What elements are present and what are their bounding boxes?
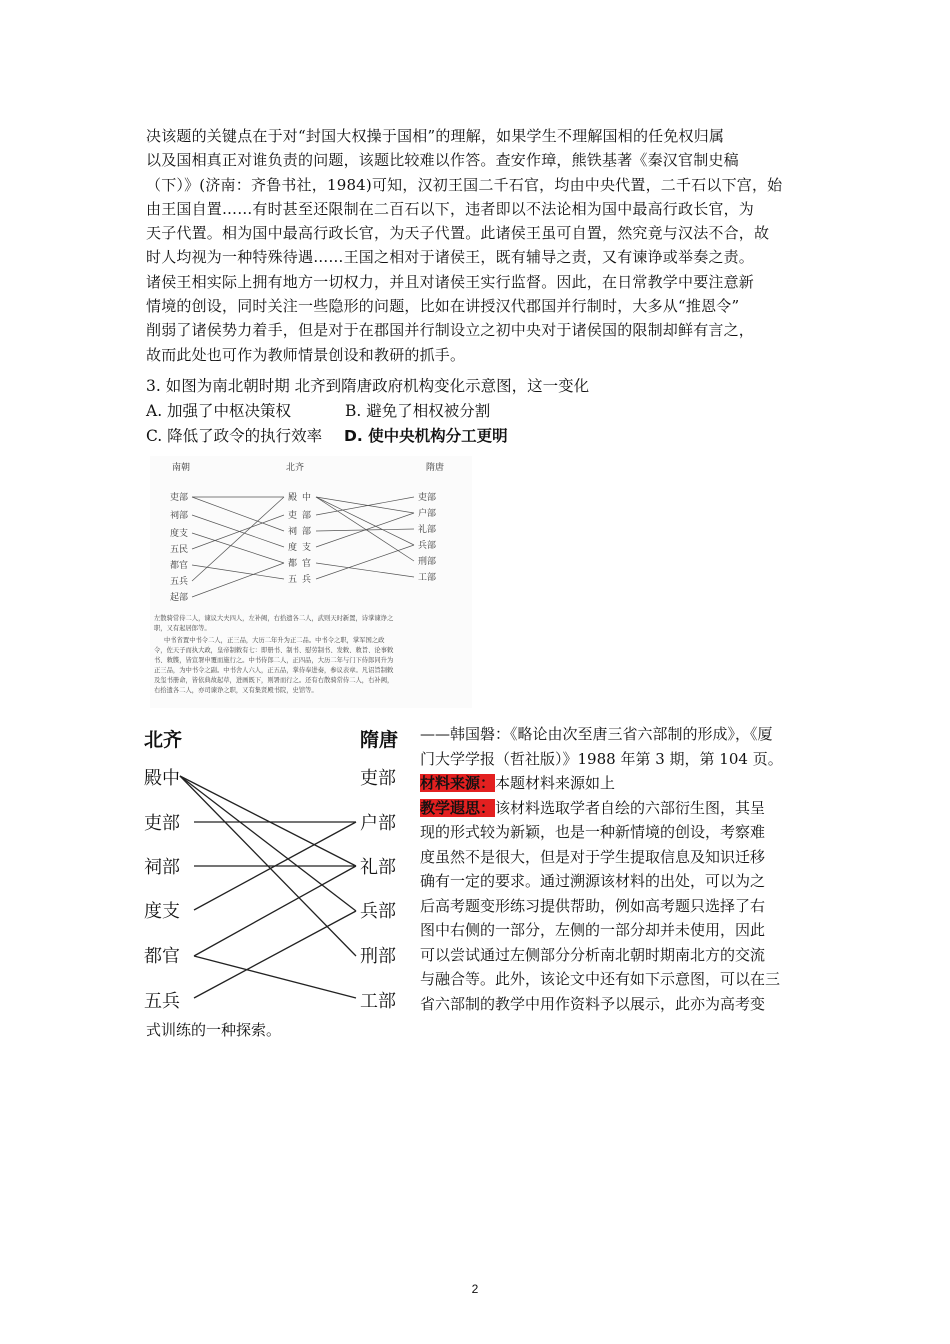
page-number: 2 [471,1282,479,1296]
source-text: 本题材料来源如上 [495,774,616,792]
idea-line: 确有一定的要求。通过溯源该材料的出处，可以为之 [420,872,766,890]
diagram-right-item: 工部 [360,991,396,1012]
scan-caption-line: 令，佐天子而执大政，皇帝制敕有七：即册书、制书、慰劳制书、发敕、敕旨、论事敕 [154,647,394,654]
idea-line: 度虽然不是很大，但是对于学生提取信息及知识迁移 [420,847,766,866]
scan-caption-line: 中书省置中书令二人，正三品，大历二年升为正二品。中书令之职，掌军国之政 [164,637,385,644]
scan-title-right: 隋唐 [426,463,445,473]
scan-mid-item: 度 [288,543,298,553]
question-stem: 3. 如图为南北朝时期 北齐到隋唐政府机构变化示意图，这一变化 [146,377,590,395]
idea-line: 现的形式较为新颖，也是一种新情境的创设，考察难 [420,823,766,841]
idea-label: 教学遐思： [420,798,496,817]
scan-left-item: 吏部 [170,493,189,503]
scan-mid-item: 殿 [288,493,298,503]
scan-mid-item: 祠 [288,527,298,537]
scan-left-item: 祠部 [170,511,189,521]
idea-line: 省六部制的教学中用作资料予以展示，此亦为高考变 [420,994,766,1013]
scanned-figure [150,456,472,708]
citation-line: ——韩国磐：《略论由次至唐三省六部制的形成》，《厦 [420,725,773,743]
scanned-diagram [150,456,472,708]
scan-right-item: 礼部 [418,525,437,535]
six-ministries-diagram [136,718,416,1028]
scan-left-item: 五兵 [170,577,189,587]
ministries-svg [136,718,416,1028]
diagram-connector-lines [180,776,356,998]
idea-line [420,796,808,821]
diagram-left-item: 度支 [144,901,180,922]
scan-mid-item: 都 [288,559,298,569]
analysis-line: 时人均视为一种特殊待遇……王国之相对于诸侯王，既有辅导之责，又有谏诤或举奏之责。 [146,248,755,267]
scan-left-item: 五民 [170,545,189,555]
analysis-line: 以及国相真正对谁负责的问题，该题比较难以作答。查安作璋，熊铁基著《秦汉官制史稿 [146,151,739,170]
scan-mid-item: 支 [302,543,312,553]
scan-right-item: 工部 [418,573,437,583]
scan-mid-item: 官 [302,559,312,569]
scan-mid-item: 吏 [288,511,298,521]
analysis-line: 故而此处也可作为教师情景创设和教研的抓手。 [146,345,466,364]
scan-mid-item: 兵 [302,575,312,585]
scan-caption-line: 正三品，为中书令之副。中书舍人六人，正五品，掌侍奉进奏，参议表章。凡诏旨制敕 [154,667,394,674]
analysis-line: 诸侯王相实际上拥有地方一切权力，并且对诸侯王实行监督。因此，在日常教学中要注意新 [146,272,755,291]
scan-mid-item: 五 [288,575,298,585]
idea-line: 与融合等。此外，该论文中还有如下示意图，可以在三 [420,970,781,988]
source-label: 材料来源： [420,774,496,792]
scan-caption-line: 职，又有起居郎等。 [154,625,211,632]
analysis-line: 天子代置。相为国中最高行政长官，为天子代置。此诸侯王虽可自置，然究竟与汉法不合，故 [146,224,770,243]
diagram-title-right: 隋唐 [360,729,399,751]
diagram-right-item: 礼部 [360,857,396,878]
analysis-paragraph [146,124,806,367]
idea-line: 图中右侧的一部分，左侧的一部分却并未使用，因此 [420,921,766,939]
diagram-left-item: 殿中 [144,768,180,789]
analysis-line: 决该题的关键点在于对“封国大权操于国相”的理解，如果学生不理解国相的任免权归属 [146,127,725,145]
analysis-line: （下）》(济南：齐鲁书社，1984)可知，汉初王国二千石官，均由中央代置，二千石以下宫，始 [146,175,783,194]
diagram-left-item: 都官 [144,946,180,967]
scan-mid-item: 部 [302,527,312,537]
scan-caption-line: 右拾遗各二人，亦司谏诤之职，又有集贤殿书院，史馆等。 [154,687,318,694]
scan-right-item: 户部 [418,509,437,519]
scan-left-item: 起部 [170,593,189,603]
scan-title-left: 南朝 [172,463,191,473]
scan-right-item: 兵部 [418,541,437,551]
scan-right-item: 刑部 [418,557,437,567]
scan-left-item: 度支 [170,529,189,539]
analysis-line: 情境的创设，同时关注一些隐形的问题，比如在讲授汉代郡国并行制时，大多从“推恩令” [146,297,740,316]
option-b: B. 避免了相权被分割 [345,402,491,420]
tail-text: 式训练的一种探索。 [146,1021,282,1039]
scan-mid-item: 部 [302,511,312,521]
idea-line: 后高考题变形练习提供帮助，例如高考题只选择了右 [420,896,766,915]
diagram-title-left: 北齐 [144,729,183,751]
idea-line: 可以尝试通过左侧部分分析南北朝时期南北方的交流 [420,945,766,964]
scan-right-item: 吏部 [418,493,437,503]
diagram-left-item: 祠部 [144,857,180,878]
diagram-left-item: 五兵 [144,991,180,1012]
diagram-right-item: 户部 [360,813,396,834]
scan-caption-line: 及玺书册命，皆依典故起草，进画既下，则署而行之。还有右散骑常侍二人，右补阙， [154,677,394,684]
option-a: A. 加强了中枢决策权 [146,402,292,420]
analysis-line: 削弱了诸侯势力着手，但是对于在郡国并行制设立之初中央对于诸侯国的限制却鲜有言之， [146,321,755,340]
diagram-right-item: 吏部 [360,768,396,789]
analysis-line: 由王国自置……有时甚至还限制在二百石以下，违者即以不法论相为国中最高行政长官，为 [146,199,755,218]
source-line [420,771,808,796]
scan-mid-item: 中 [302,493,312,503]
scan-caption-line: 左散骑常侍二人，谏议大夫四人，左补阙，右拾遗各二人，武则天时新置，诗掌谏诤之 [154,615,394,622]
diagram-right-item: 兵部 [360,901,396,922]
option-c: C. 降低了政令的执行效率 [146,427,323,445]
scan-caption-line: 书、敕牒，皆宣署申覆而施行之。中书侍郎二人，正四品，大历二年与门下侍郎同升为 [154,657,394,664]
scan-left-item: 都官 [170,561,189,571]
citation-line: 门大学学报（哲社版）》1988 年第 3 期，第 104 页。 [420,749,783,768]
diagram-left-item: 吏部 [144,813,180,834]
idea-text: 该材料选取学者自绘的六部衍生图，其呈 [495,798,766,817]
diagram-right-item: 刑部 [360,946,396,967]
scan-title-mid: 北齐 [286,463,305,473]
right-column-text [420,722,808,1016]
option-d-answer: D. 使中央机构分工更明 [344,427,508,445]
